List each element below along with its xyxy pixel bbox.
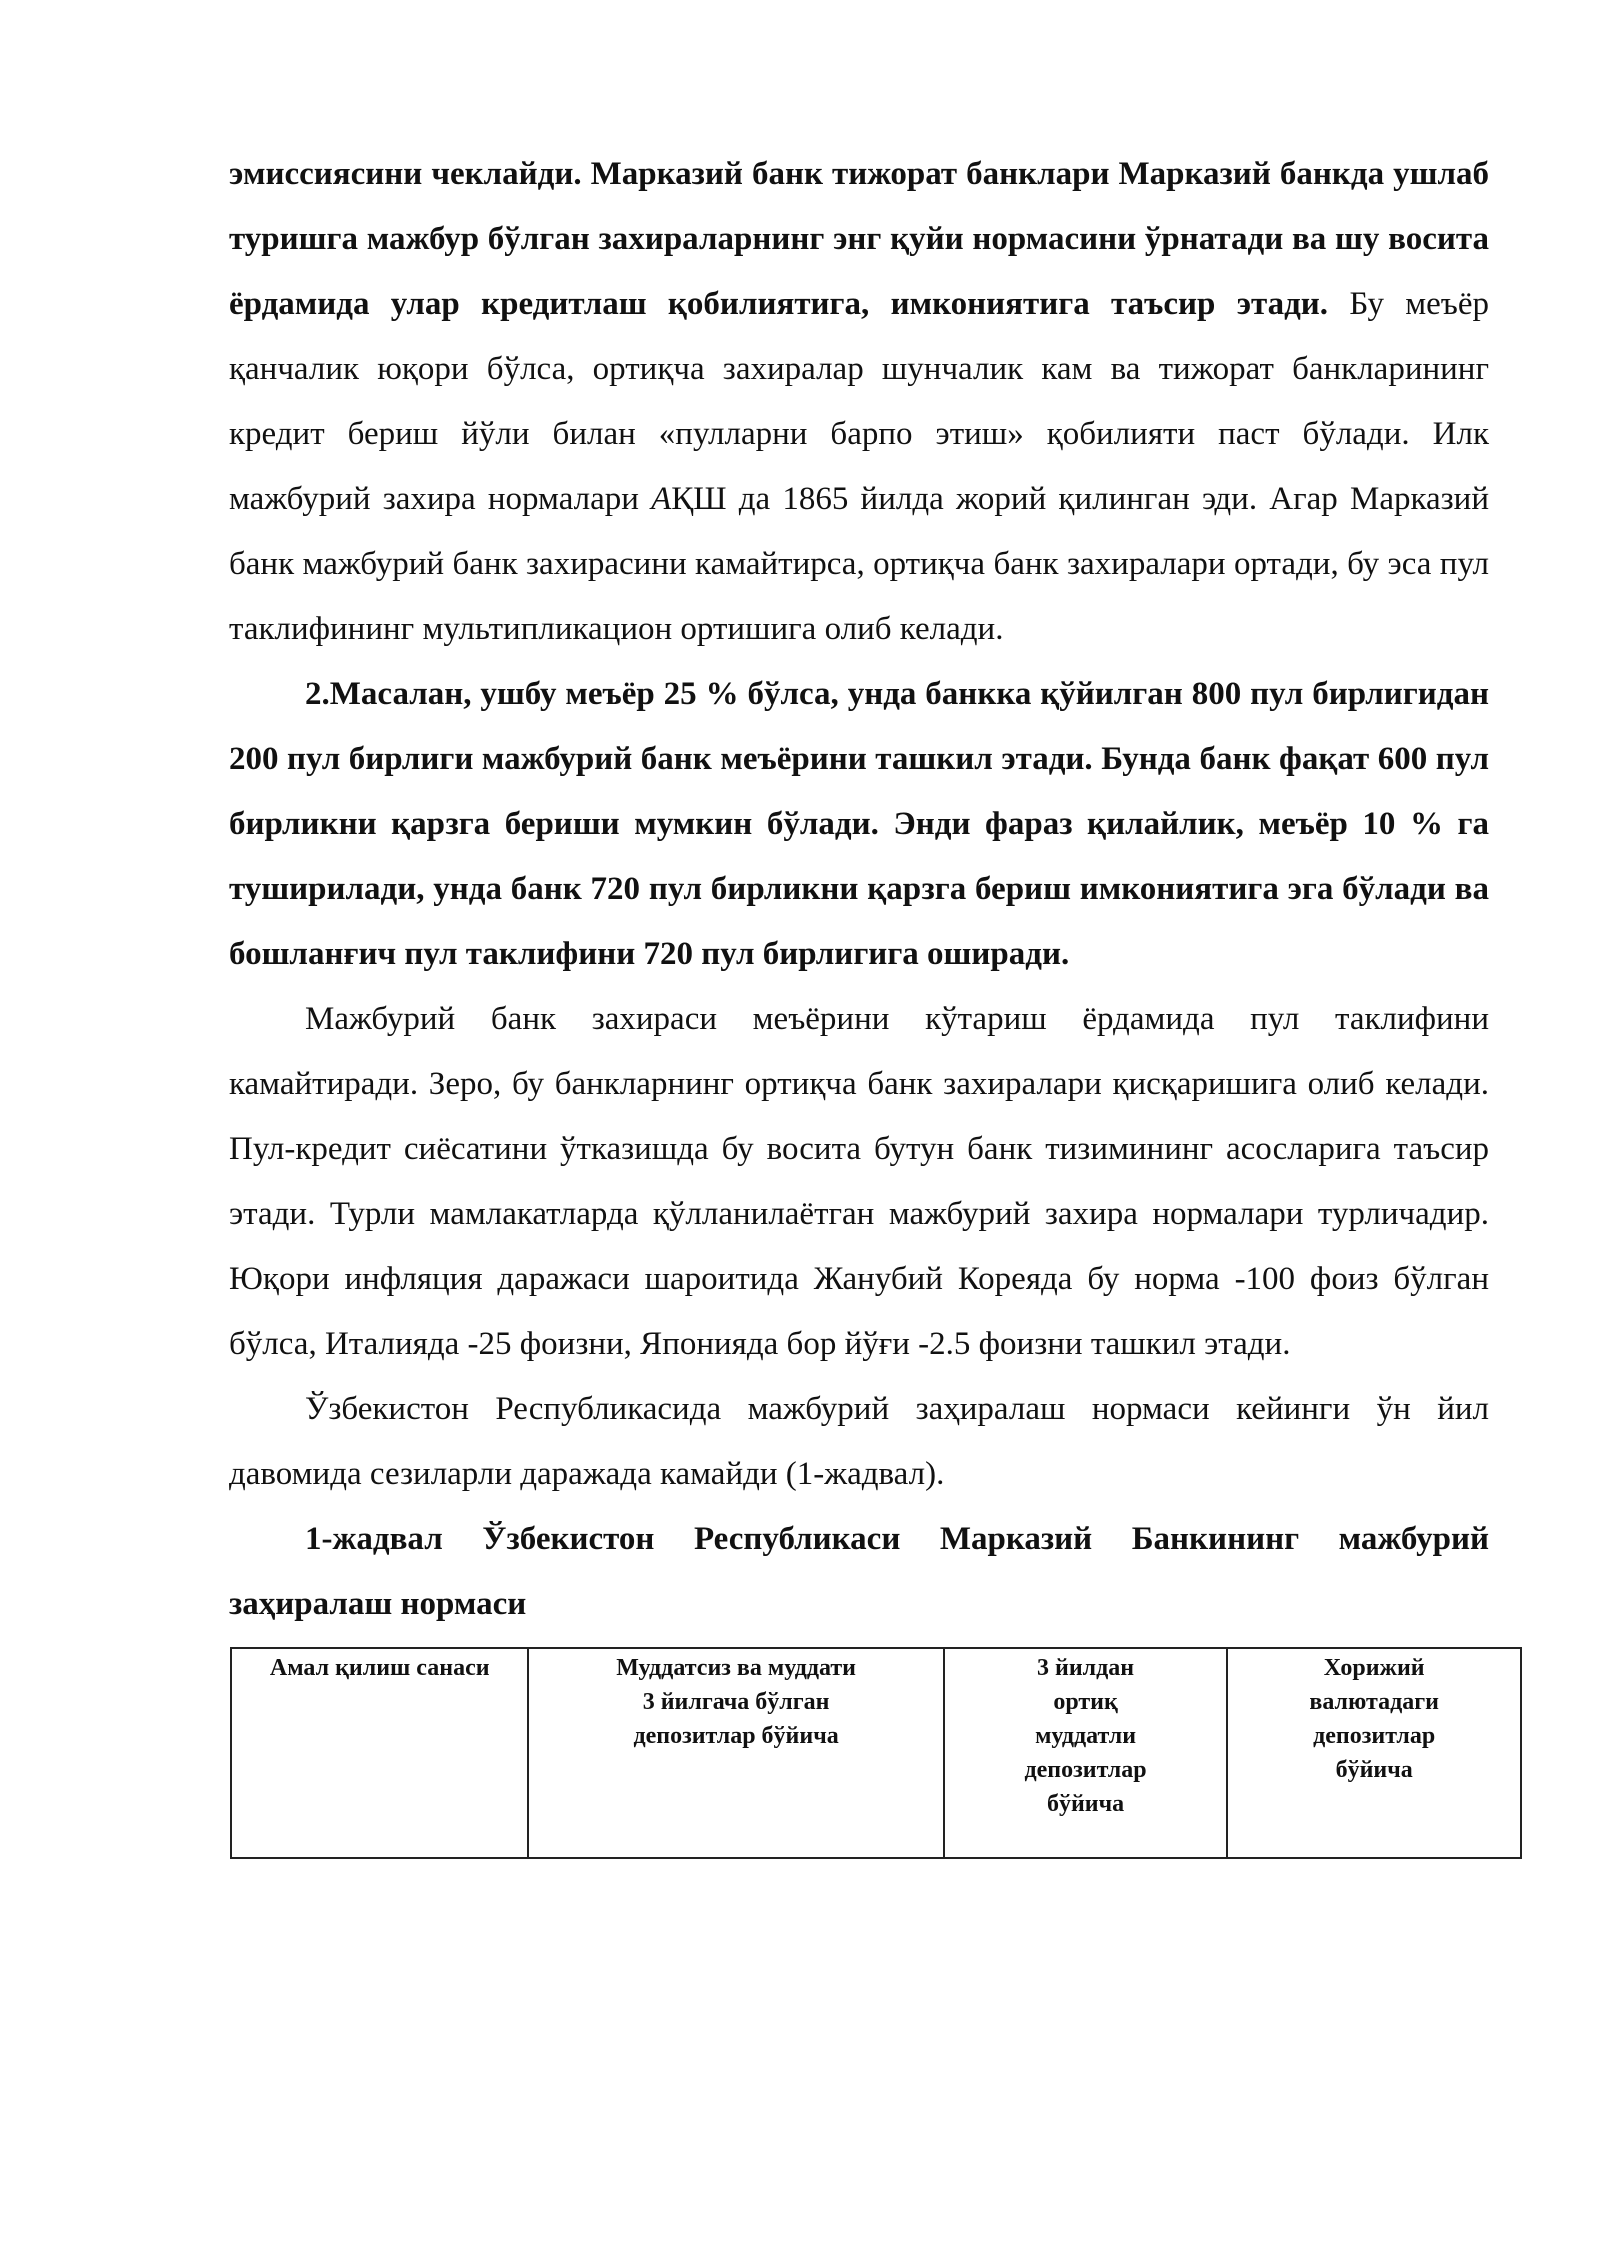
header-line: депозитлар	[1313, 1723, 1436, 1749]
header-line: валютадаги	[1309, 1689, 1439, 1715]
header-line: 3 йилгача бўлган	[642, 1689, 830, 1715]
paragraph-1	[229, 142, 1489, 662]
header-line: бўйича	[1046, 1791, 1125, 1817]
reserve-norms-table	[230, 1647, 1522, 1859]
header-line: Амал қилиш санаси	[269, 1655, 490, 1681]
header-line: муддатли	[1035, 1723, 1137, 1749]
document-page	[229, 142, 1489, 1859]
paragraph-1-text-b: ҚШ да 1865 йилда жорий қилинган эди. Агар Марказий банк мажбурий банк захирасини камайтирса, ортиқча банк захиралари ортади, бу эса пул таклифининг мультипликацион ортишига олиб келади.	[229, 481, 1489, 647]
paragraph-1-italic: А	[651, 481, 672, 517]
header-line: ортиқ	[1053, 1689, 1118, 1715]
table-caption: 1-жадвал Ўзбекистон Республикаси Марказий Банкининг мажбурий заҳиралаш нормаси	[229, 1521, 1489, 1622]
paragraph-4: Ўзбекистон Республикасида мажбурий заҳиралаш нормаси кейинги ўн йил давомида сезиларли даражада камайди (1-жадвал).	[229, 1391, 1489, 1492]
paragraph-1-bold: эмиссиясини чеклайди. Марказий банк тижорат банклари Марказий банкда ушлаб туришга мажбур бўлган захираларнинг энг қуйи нормасини ўрнатади ва шу восита ёрдамида улар кредитлаш қобилиятига, имкониятига таъсир этади.	[229, 156, 1489, 322]
header-line: депозитлар	[1024, 1757, 1147, 1783]
header-line: 3 йилдан	[1037, 1655, 1135, 1681]
header-line: Муддатсиз ва муддати	[616, 1655, 856, 1681]
paragraph-3: Мажбурий банк захираси меъёрини кўтариш ёрдамида пул таклифини камайтиради. Зеро, бу банкларнинг ортиқча банк захиралари қисқаришига олиб келади. Пул-кредит сиёсатини ўтказишда бу восита бутун банк тизимининг асосларига таъсир этади. Турли мамлакатларда қўлланилаётган мажбурий захира нормалари турличадир. Юқори инфляция даражаси шароитида Жанубий Кореяда бу норма -100 фоиз бўлган бўлса, Италияда -25 фоизни, Японияда бор йўғи -2.5 фоизни ташкил этади.	[229, 1001, 1489, 1362]
header-deposits-up-to-3-years	[528, 1648, 943, 1858]
header-deposits-over-3-years	[944, 1648, 1228, 1858]
header-line: депозитлар бўйича	[633, 1723, 839, 1749]
table-header-row	[231, 1648, 1521, 1858]
paragraph-2-example: 2.Масалан, ушбу меъёр 25 % бўлса, унда банкка қўйилган 800 пул бирлигидан 200 пул бирлиги мажбурий банк меъёрини ташкил этади. Бунда банк фақат 600 пул бирликни қарзга бериши мумкин бўлади. Энди фараз қилайлик, меъёр 10 % га туширилади, унда банк 720 пул бирликни қарзга бериш имкониятига эга бўлади ва бошланғич пул таклифини 720 пул бирлигига оширади.	[229, 676, 1489, 972]
header-effective-date	[231, 1648, 528, 1858]
header-line: Хорижий	[1323, 1655, 1425, 1681]
header-line: бўйича	[1335, 1757, 1413, 1783]
header-foreign-currency-deposits	[1227, 1648, 1521, 1858]
paragraph-1-text-a: Бу меъёр қанчалик юқори бўлса, ортиқча захиралар шунчалик кам ва тижорат банкларининг кредит бериш йўли билан «пулларни барпо этиш» қобилияти паст бўлади. Илк мажбурий захира нормалари	[229, 286, 1489, 517]
